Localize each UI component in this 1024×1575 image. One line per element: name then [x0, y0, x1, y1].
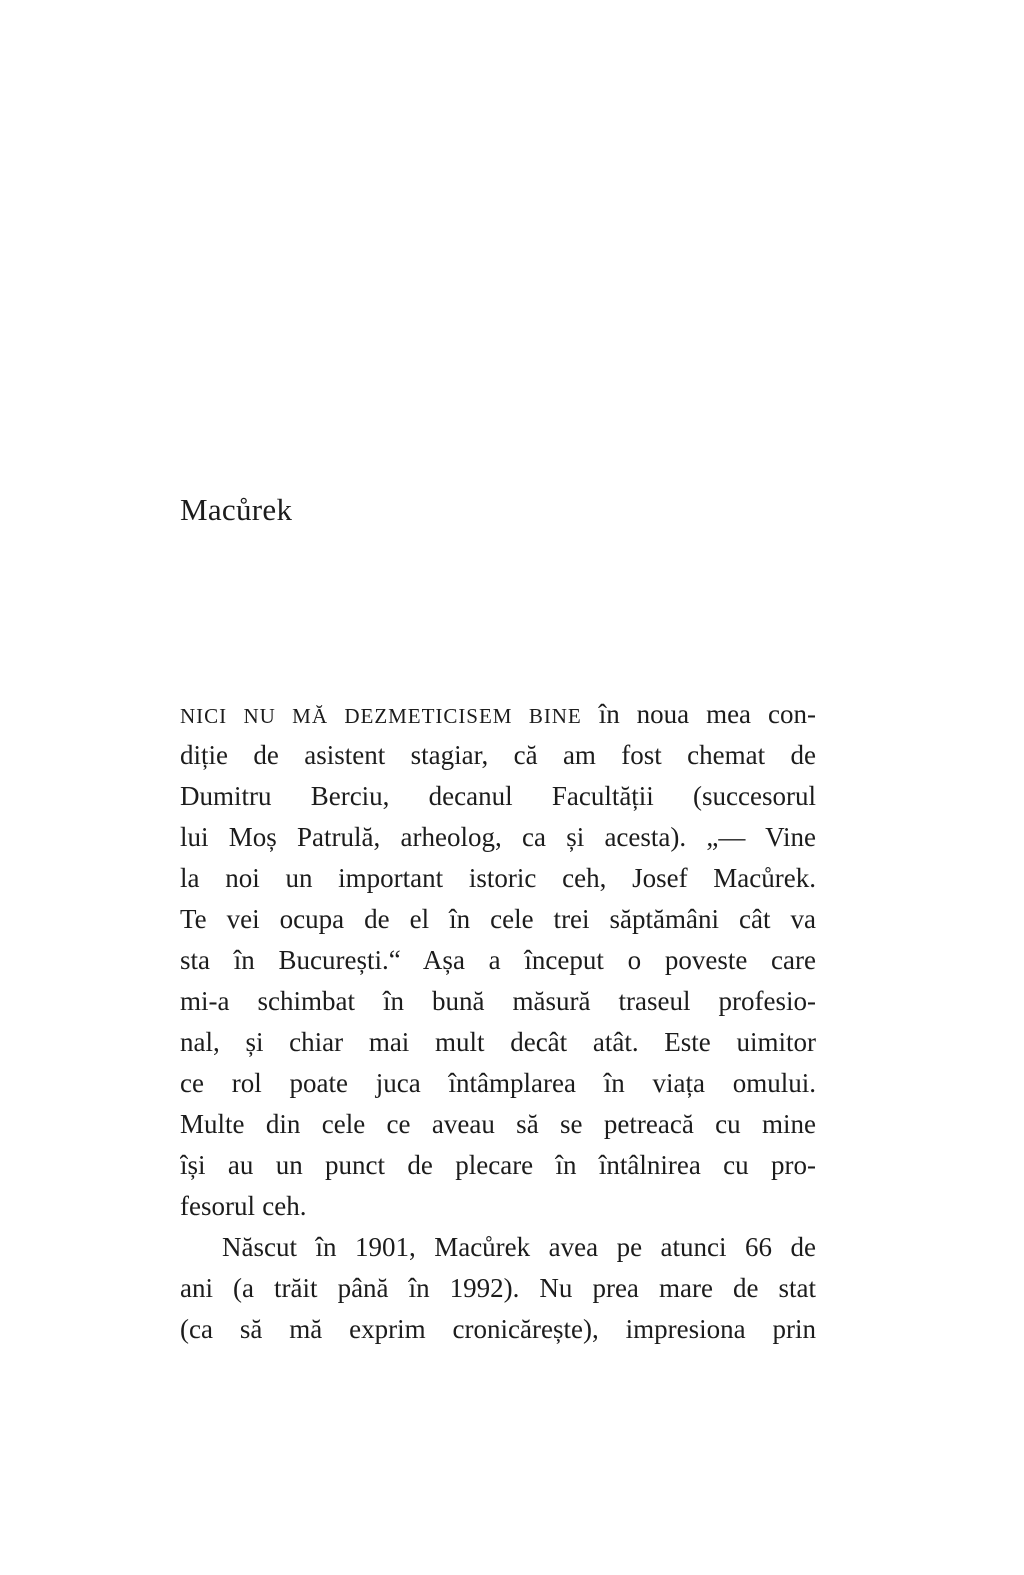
text-line: își au un punct de plecare în întâlnirea cu pro- — [180, 1150, 816, 1180]
text-line: diție de asistent stagiar, că am fost chemat de — [180, 740, 816, 770]
text-line: ani (a trăit până în 1992). Nu prea mare de stat — [180, 1273, 816, 1303]
lead-rest: în noua mea con- — [598, 699, 816, 729]
text-line: Dumitru Berciu, decanul Facultății (succesorul — [180, 781, 816, 811]
text-line: Născut în 1901, Macůrek avea pe atunci 66 de — [222, 1232, 816, 1262]
text-line: ce rol poate juca întâmplarea în viața omului. — [180, 1068, 816, 1098]
smallcaps-lead: NICI NU MĂ DEZMETICISEM BINE — [180, 704, 582, 728]
body-text — [180, 694, 816, 1350]
text-line: Multe din cele ce aveau să se petreacă cu mine — [180, 1109, 816, 1139]
text-line: sta în București.“ Așa a început o poveste care — [180, 945, 816, 975]
text-line: (ca să mă exprim cronicărește), impresiona prin — [180, 1314, 816, 1344]
text-line: mi-a schimbat în bună măsură traseul profesio- — [180, 986, 816, 1016]
paragraph-1 — [180, 694, 816, 1227]
text-line: lui Moș Patrulă, arheolog, ca și acesta). „— Vine — [180, 822, 816, 852]
text-line — [180, 694, 816, 735]
text-line: fesorul ceh. — [180, 1191, 307, 1221]
text-line: Te vei ocupa de el în cele trei săptămâni cât va — [180, 904, 816, 934]
text-line: nal, și chiar mai mult decât atât. Este uimitor — [180, 1027, 816, 1057]
chapter-title: Macůrek — [180, 492, 293, 527]
paragraph-2 — [180, 1227, 816, 1350]
text-line: la noi un important istoric ceh, Josef Macůrek. — [180, 863, 816, 893]
